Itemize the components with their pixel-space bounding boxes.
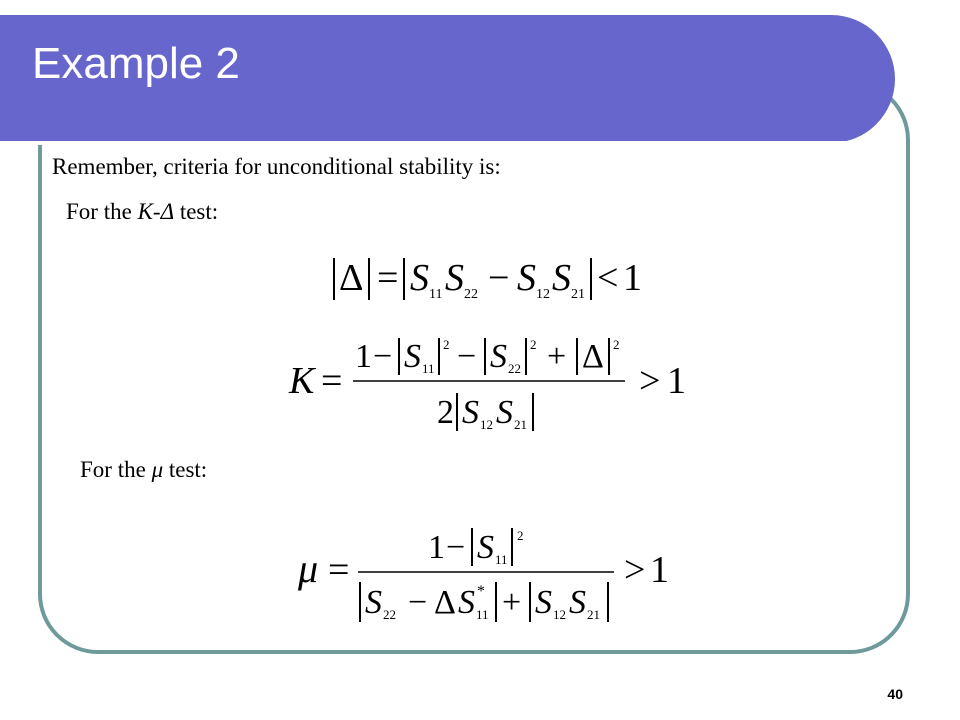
svg-text:S: S xyxy=(462,394,479,431)
k-test-dash: - xyxy=(152,199,161,224)
svg-text:2: 2 xyxy=(517,528,524,543)
svg-text:=: = xyxy=(321,360,343,402)
svg-text:21: 21 xyxy=(514,417,527,432)
mu-test-suffix: test: xyxy=(163,457,208,482)
svg-text:=: = xyxy=(328,549,350,591)
svg-text:*: * xyxy=(477,583,485,600)
svg-text:+: + xyxy=(502,584,522,621)
svg-text:<: < xyxy=(597,257,619,299)
svg-text:2: 2 xyxy=(437,394,454,431)
intro-text: Remember, criteria for unconditional stability is: xyxy=(52,154,501,179)
svg-text:μ: μ xyxy=(298,546,319,591)
svg-text:11: 11 xyxy=(476,607,489,622)
svg-text:S: S xyxy=(410,257,429,299)
svg-text:S: S xyxy=(477,529,494,566)
svg-text:1: 1 xyxy=(355,338,372,375)
svg-text:S: S xyxy=(569,584,586,621)
svg-text:22: 22 xyxy=(508,361,521,376)
svg-text:22: 22 xyxy=(383,607,396,622)
delta-symbol: Δ xyxy=(160,199,175,224)
k-test-suffix: test: xyxy=(174,199,219,224)
svg-text:2: 2 xyxy=(530,337,537,352)
svg-text:11: 11 xyxy=(422,361,435,376)
svg-text:−: − xyxy=(373,338,393,375)
svg-text:=: = xyxy=(377,257,399,299)
svg-text:−: − xyxy=(446,529,466,566)
svg-text:S: S xyxy=(458,584,475,621)
mu-test-prefix: For the xyxy=(80,457,152,482)
svg-text:S: S xyxy=(445,257,464,299)
k-equation xyxy=(285,333,695,438)
svg-text:1: 1 xyxy=(650,549,669,591)
svg-text:Δ: Δ xyxy=(582,338,604,375)
svg-text:21: 21 xyxy=(571,287,585,302)
svg-text:S: S xyxy=(490,338,507,375)
svg-text:S: S xyxy=(517,257,536,299)
svg-text:22: 22 xyxy=(464,287,478,302)
svg-text:12: 12 xyxy=(480,417,493,432)
svg-text:1: 1 xyxy=(623,257,642,299)
title-underline xyxy=(0,141,848,145)
svg-text:11: 11 xyxy=(429,287,443,302)
svg-text:11: 11 xyxy=(495,552,508,567)
svg-text:S: S xyxy=(404,338,421,375)
k-test-label xyxy=(66,200,218,223)
svg-text:+: + xyxy=(547,338,567,375)
mu-test-label xyxy=(80,458,207,481)
svg-text:K: K xyxy=(289,360,315,402)
slide-title: Example 2 xyxy=(32,39,240,88)
svg-text:12: 12 xyxy=(536,287,550,302)
svg-text:S: S xyxy=(552,257,571,299)
svg-text:Δ: Δ xyxy=(339,257,364,299)
svg-text:−: − xyxy=(408,584,428,621)
svg-text:>: > xyxy=(639,360,661,402)
svg-text:Δ: Δ xyxy=(434,584,456,621)
svg-text:S: S xyxy=(496,394,513,431)
svg-text:−: − xyxy=(488,257,510,299)
k-test-prefix: For the xyxy=(66,199,138,224)
svg-text:1: 1 xyxy=(428,529,445,566)
svg-text:2: 2 xyxy=(443,337,450,352)
svg-text:21: 21 xyxy=(587,607,600,622)
page-number: 40 xyxy=(887,686,903,702)
svg-text:2: 2 xyxy=(613,337,620,352)
svg-text:S: S xyxy=(365,584,382,621)
svg-text:>: > xyxy=(624,549,646,591)
k-symbol: K xyxy=(137,199,153,224)
svg-text:S: S xyxy=(535,584,552,621)
svg-text:−: − xyxy=(457,338,477,375)
mu-symbol: μ xyxy=(151,457,164,482)
svg-text:12: 12 xyxy=(553,607,566,622)
delta-equation xyxy=(325,250,655,310)
svg-text:1: 1 xyxy=(667,360,686,402)
mu-equation xyxy=(292,520,682,630)
